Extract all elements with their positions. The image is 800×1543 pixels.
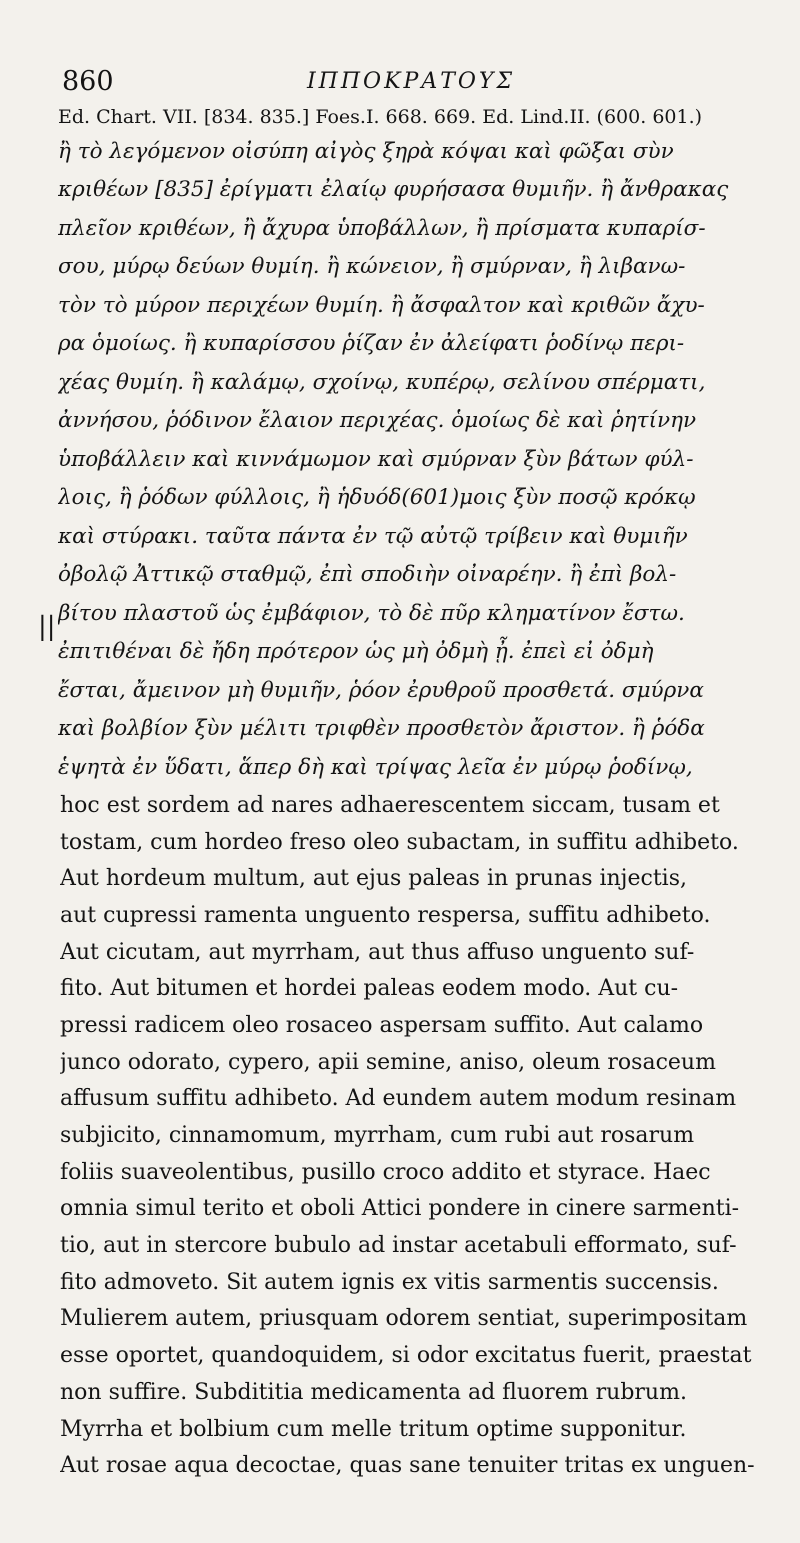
latin-line	[60, 1081, 760, 1118]
greek-line-text: ὑποβάλλειν καὶ κιννάμωμον καὶ σμύρναν ξὺν βάτων φύλ-	[58, 446, 694, 472]
greek-line	[58, 671, 766, 710]
latin-line-text: pressi radicem oleo rosaceo aspersam suffito. Aut calamo	[60, 1012, 704, 1038]
greek-line-text: κριθέων [835] ἐρίγματι ἐλαίῳ φυρήσασα θυμιῆν. ἢ ἄνθρακας	[58, 177, 729, 203]
greek-line	[58, 209, 766, 248]
latin-line-text: affusum suffitu adhibeto. Ad eundem autem modum resinam	[60, 1086, 737, 1112]
latin-line	[60, 824, 760, 861]
latin-line-text: Mulierem autem, priusquam odorem sentiat, superimpositam	[60, 1306, 748, 1332]
latin-line	[60, 1227, 760, 1264]
greek-line	[58, 748, 766, 787]
latin-line-text: subjicito, cinnamomum, myrrham, cum rubi aut rosarum	[60, 1123, 695, 1149]
greek-line	[58, 517, 766, 556]
greek-line	[58, 556, 766, 595]
latin-line-text: omnia simul terito et oboli Attici pondere in cinere sarmenti-	[60, 1196, 740, 1222]
page-number: 860	[62, 66, 114, 97]
latin-line-text: Aut hordeum multum, aut ejus paleas in prunas injectis,	[60, 866, 687, 892]
latin-line	[60, 1044, 760, 1081]
greek-line-text: ρα ὁμοίως. ἢ κυπαρίσσου ῥίζαν ἐν ἀλείφατι ῥοδίνῳ περι-	[58, 331, 685, 357]
latin-line-text: non suffire. Subdititia medicamenta ad fluorem rubrum.	[60, 1379, 687, 1405]
latin-line	[60, 1191, 760, 1228]
latin-line	[60, 934, 760, 971]
greek-line-text: σου, μύρῳ δεύων θυμίη. ἢ κώνειον, ἢ σμύρναν, ἢ λιβανω-	[58, 254, 686, 280]
greek-line-text: καὶ βολβίον ξὺν μέλιτι τριφθὲν προσθετὸν ἄριστον. ἢ ῥόδα	[58, 716, 705, 742]
latin-line	[60, 970, 760, 1007]
greek-line	[58, 440, 766, 479]
greek-line	[58, 594, 766, 633]
greek-line-text: βίτου πλαστοῦ ὡς ἐμβάφιον, τὸ δὲ πῦρ κληματίνον ἔστω.	[58, 600, 685, 626]
greek-line	[58, 633, 766, 672]
latin-line-text: Aut rosae aqua decoctae, quas sane tenuiter tritas ex unguen-	[60, 1453, 755, 1479]
latin-line-text: fito. Aut bitumen et hordei paleas eodem modo. Aut cu-	[60, 976, 679, 1002]
latin-line	[60, 787, 760, 824]
latin-line-text: tostam, cum hordeo freso oleo subactam, in suffitu adhibeto.	[60, 829, 739, 855]
latin-line	[60, 1411, 760, 1448]
greek-line	[58, 286, 766, 325]
latin-line	[60, 897, 760, 934]
greek-line	[58, 132, 766, 171]
edition-reference: Ed. Chart. VII. [834. 835.] Foes.I. 668. 669. Ed. Lind.II. (600. 601.)	[58, 106, 703, 128]
greek-line-text: λοις, ἢ ῥόδων φύλλοις, ἢ ἡδυόδ(601)μοις ξὺν ποσῷ κρόκῳ	[58, 485, 696, 511]
latin-line-text: foliis suaveolentibus, pusillo croco addito et styrace. Haec	[60, 1159, 711, 1185]
greek-line-text: πλεῖον κριθέων, ἢ ἄχυρα ὑποβάλλων, ἢ πρίσματα κυπαρίσ-	[58, 215, 706, 241]
greek-line	[58, 479, 766, 518]
greek-line	[58, 325, 766, 364]
greek-line	[58, 402, 766, 441]
latin-line-text: hoc est sordem ad nares adhaerescentem siccam, tusam et	[60, 792, 720, 818]
greek-line-text: ἑψητὰ ἐν ὕδατι, ἅπερ δὴ καὶ τρίψας λεῖα ἐν μύρῳ ῥοδίνῳ,	[58, 754, 693, 780]
greek-line-text: ὀβολῷ Ἀττικῷ σταθμῷ, ἐπὶ σποδιὴν οἰναρέην. ἢ ἐπὶ βολ-	[58, 562, 677, 588]
page-header	[62, 66, 760, 102]
latin-line	[60, 1447, 760, 1484]
greek-line	[58, 363, 766, 402]
latin-line	[60, 1337, 760, 1374]
greek-line-text: ἐπιτιθέναι δὲ ἤδη πρότερον ὡς μὴ ὀδμὴ ᾖ. ἐπεὶ εἰ ὀδμὴ	[58, 639, 654, 665]
latin-line-text: Myrrha et bolbium cum melle tritum optime supponitur.	[60, 1416, 687, 1442]
latin-line	[60, 1154, 760, 1191]
running-title: ΙΠΠΟΚΡΑΤΟΥΣ	[306, 69, 515, 94]
greek-line	[58, 710, 766, 749]
latin-line-text: aut cupressi ramenta unguento respersa, suffitu adhibeto.	[60, 902, 711, 928]
latin-line	[60, 1264, 760, 1301]
greek-line	[58, 248, 766, 287]
greek-text-block	[58, 132, 766, 787]
latin-text-block	[60, 787, 760, 1484]
latin-line-text: fito admoveto. Sit autem ignis ex vitis sarmentis succensis.	[60, 1269, 719, 1295]
greek-line-text: ἀννήσου, ῥόδινον ἔλαιον περιχέας. ὁμοίως δὲ καὶ ῥητίνην	[58, 408, 697, 434]
latin-line	[60, 1374, 760, 1411]
latin-line	[60, 1117, 760, 1154]
latin-line-text: Aut cicutam, aut myrrham, aut thus affuso unguento suf-	[60, 939, 695, 965]
greek-line	[58, 171, 766, 210]
greek-line-text: ἔσται, ἄμεινον μὴ θυμιῆν, ῥόον ἐρυθροῦ προσθετά. σμύρνα	[58, 677, 704, 703]
latin-line	[60, 1007, 760, 1044]
latin-line-text: tio, aut in stercore bubulo ad instar acetabuli efformato, suf-	[60, 1233, 737, 1259]
greek-line-text: τὸν τὸ μύρον περιχέων θυμίη. ἢ ἄσφαλτον καὶ κριθῶν ἄχυ-	[58, 292, 705, 318]
greek-line-text: χέας θυμίη. ἢ καλάμῳ, σχοίνῳ, κυπέρῳ, σελίνου σπέρματι,	[58, 369, 706, 395]
latin-line-text: esse oportet, quandoquidem, si odor excitatus fuerit, praestat	[60, 1343, 752, 1369]
latin-line-text: junco odorato, cypero, apii semine, aniso, oleum rosaceum	[60, 1049, 716, 1075]
greek-line-text: καὶ στύρακι. ταῦτα πάντα ἐν τῷ αὐτῷ τρίβειν καὶ θυμιῆν	[58, 523, 688, 549]
greek-line-text: ἢ τὸ λεγόμενον οἰσύπη αἰγὸς ξηρὰ κόψαι καὶ φῶξαι σὺν	[58, 138, 674, 164]
latin-line	[60, 1301, 760, 1338]
margin-mark: ||	[38, 612, 56, 642]
latin-line	[60, 860, 760, 897]
